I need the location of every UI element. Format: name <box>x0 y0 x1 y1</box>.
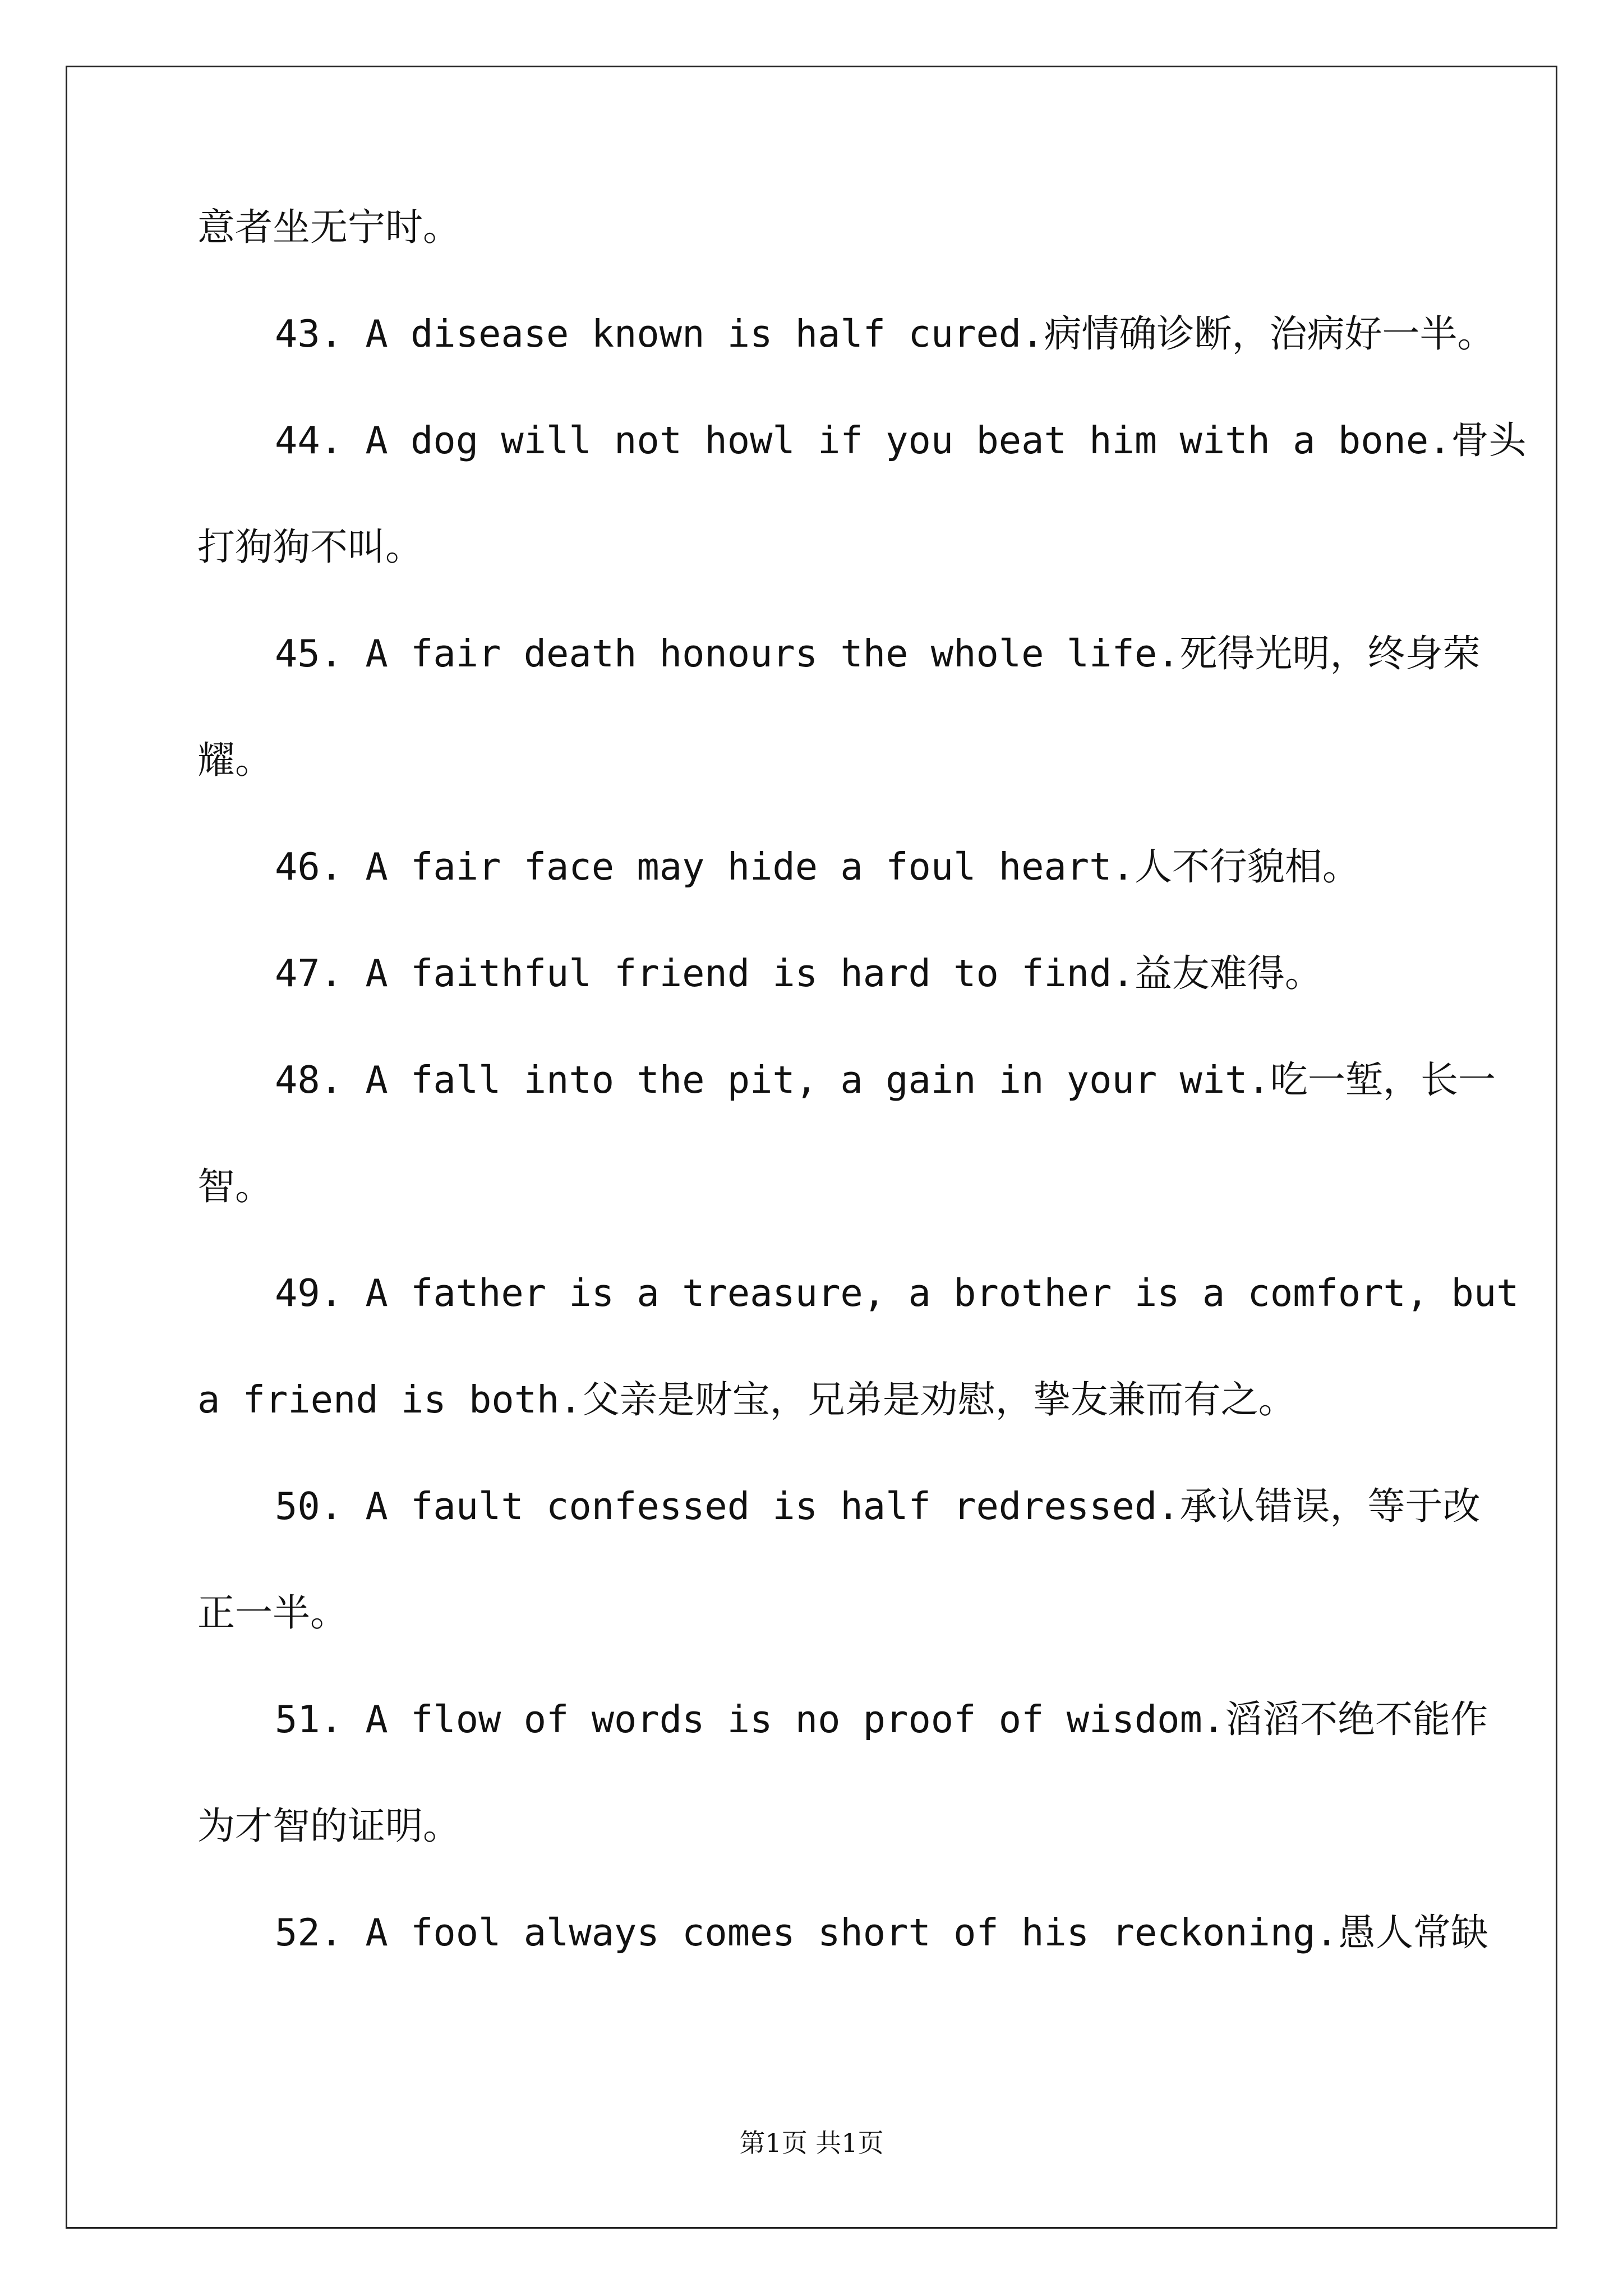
proverb-45: 45. A fair death honours the whole life.死得光明，终身荣 <box>275 632 1481 675</box>
text-line: 智。 <box>197 1165 273 1208</box>
text-line: 打狗狗不叫。 <box>197 525 423 569</box>
proverb-48: 48. A fall into the pit, a gain in your wit.吃一堑，长一 <box>275 1058 1496 1102</box>
text-line: 为才智的证明。 <box>197 1804 460 1848</box>
text-line: 耀。 <box>197 738 273 782</box>
page-footer: 第1页 共1页 <box>739 2128 884 2158</box>
text-line: 正一半。 <box>197 1591 348 1635</box>
proverb-51: 51. A flow of words is no proof of wisdom.滔滔不绝不能作 <box>275 1697 1488 1741</box>
proverb-43: 43. A disease known is half cured.病情确诊断，治病好一半。 <box>275 312 1495 356</box>
proverb-46: 46. A fair face may hide a foul heart.人不行貌相。 <box>275 845 1360 889</box>
page-border <box>66 66 1557 2229</box>
proverb-50: 50. A fault confessed is half redressed.承认错误，等于改 <box>275 1484 1481 1528</box>
proverb-49: 49. A father is a treasure, a brother is a comfort, but <box>275 1271 1519 1315</box>
proverb-44: 44. A dog will not howl if you beat him with a bone.骨头 <box>275 418 1527 462</box>
text-line: a friend is both.父亲是财宝，兄弟是劝慰，挚友兼而有之。 <box>197 1378 1296 1421</box>
proverb-52: 52. A fool always comes short of his reckoning.愚人常缺 <box>275 1911 1488 1954</box>
proverb-47: 47. A faithful friend is hard to find.益友难得。 <box>275 951 1322 995</box>
text-line: 意者坐无宁时。 <box>197 205 460 249</box>
